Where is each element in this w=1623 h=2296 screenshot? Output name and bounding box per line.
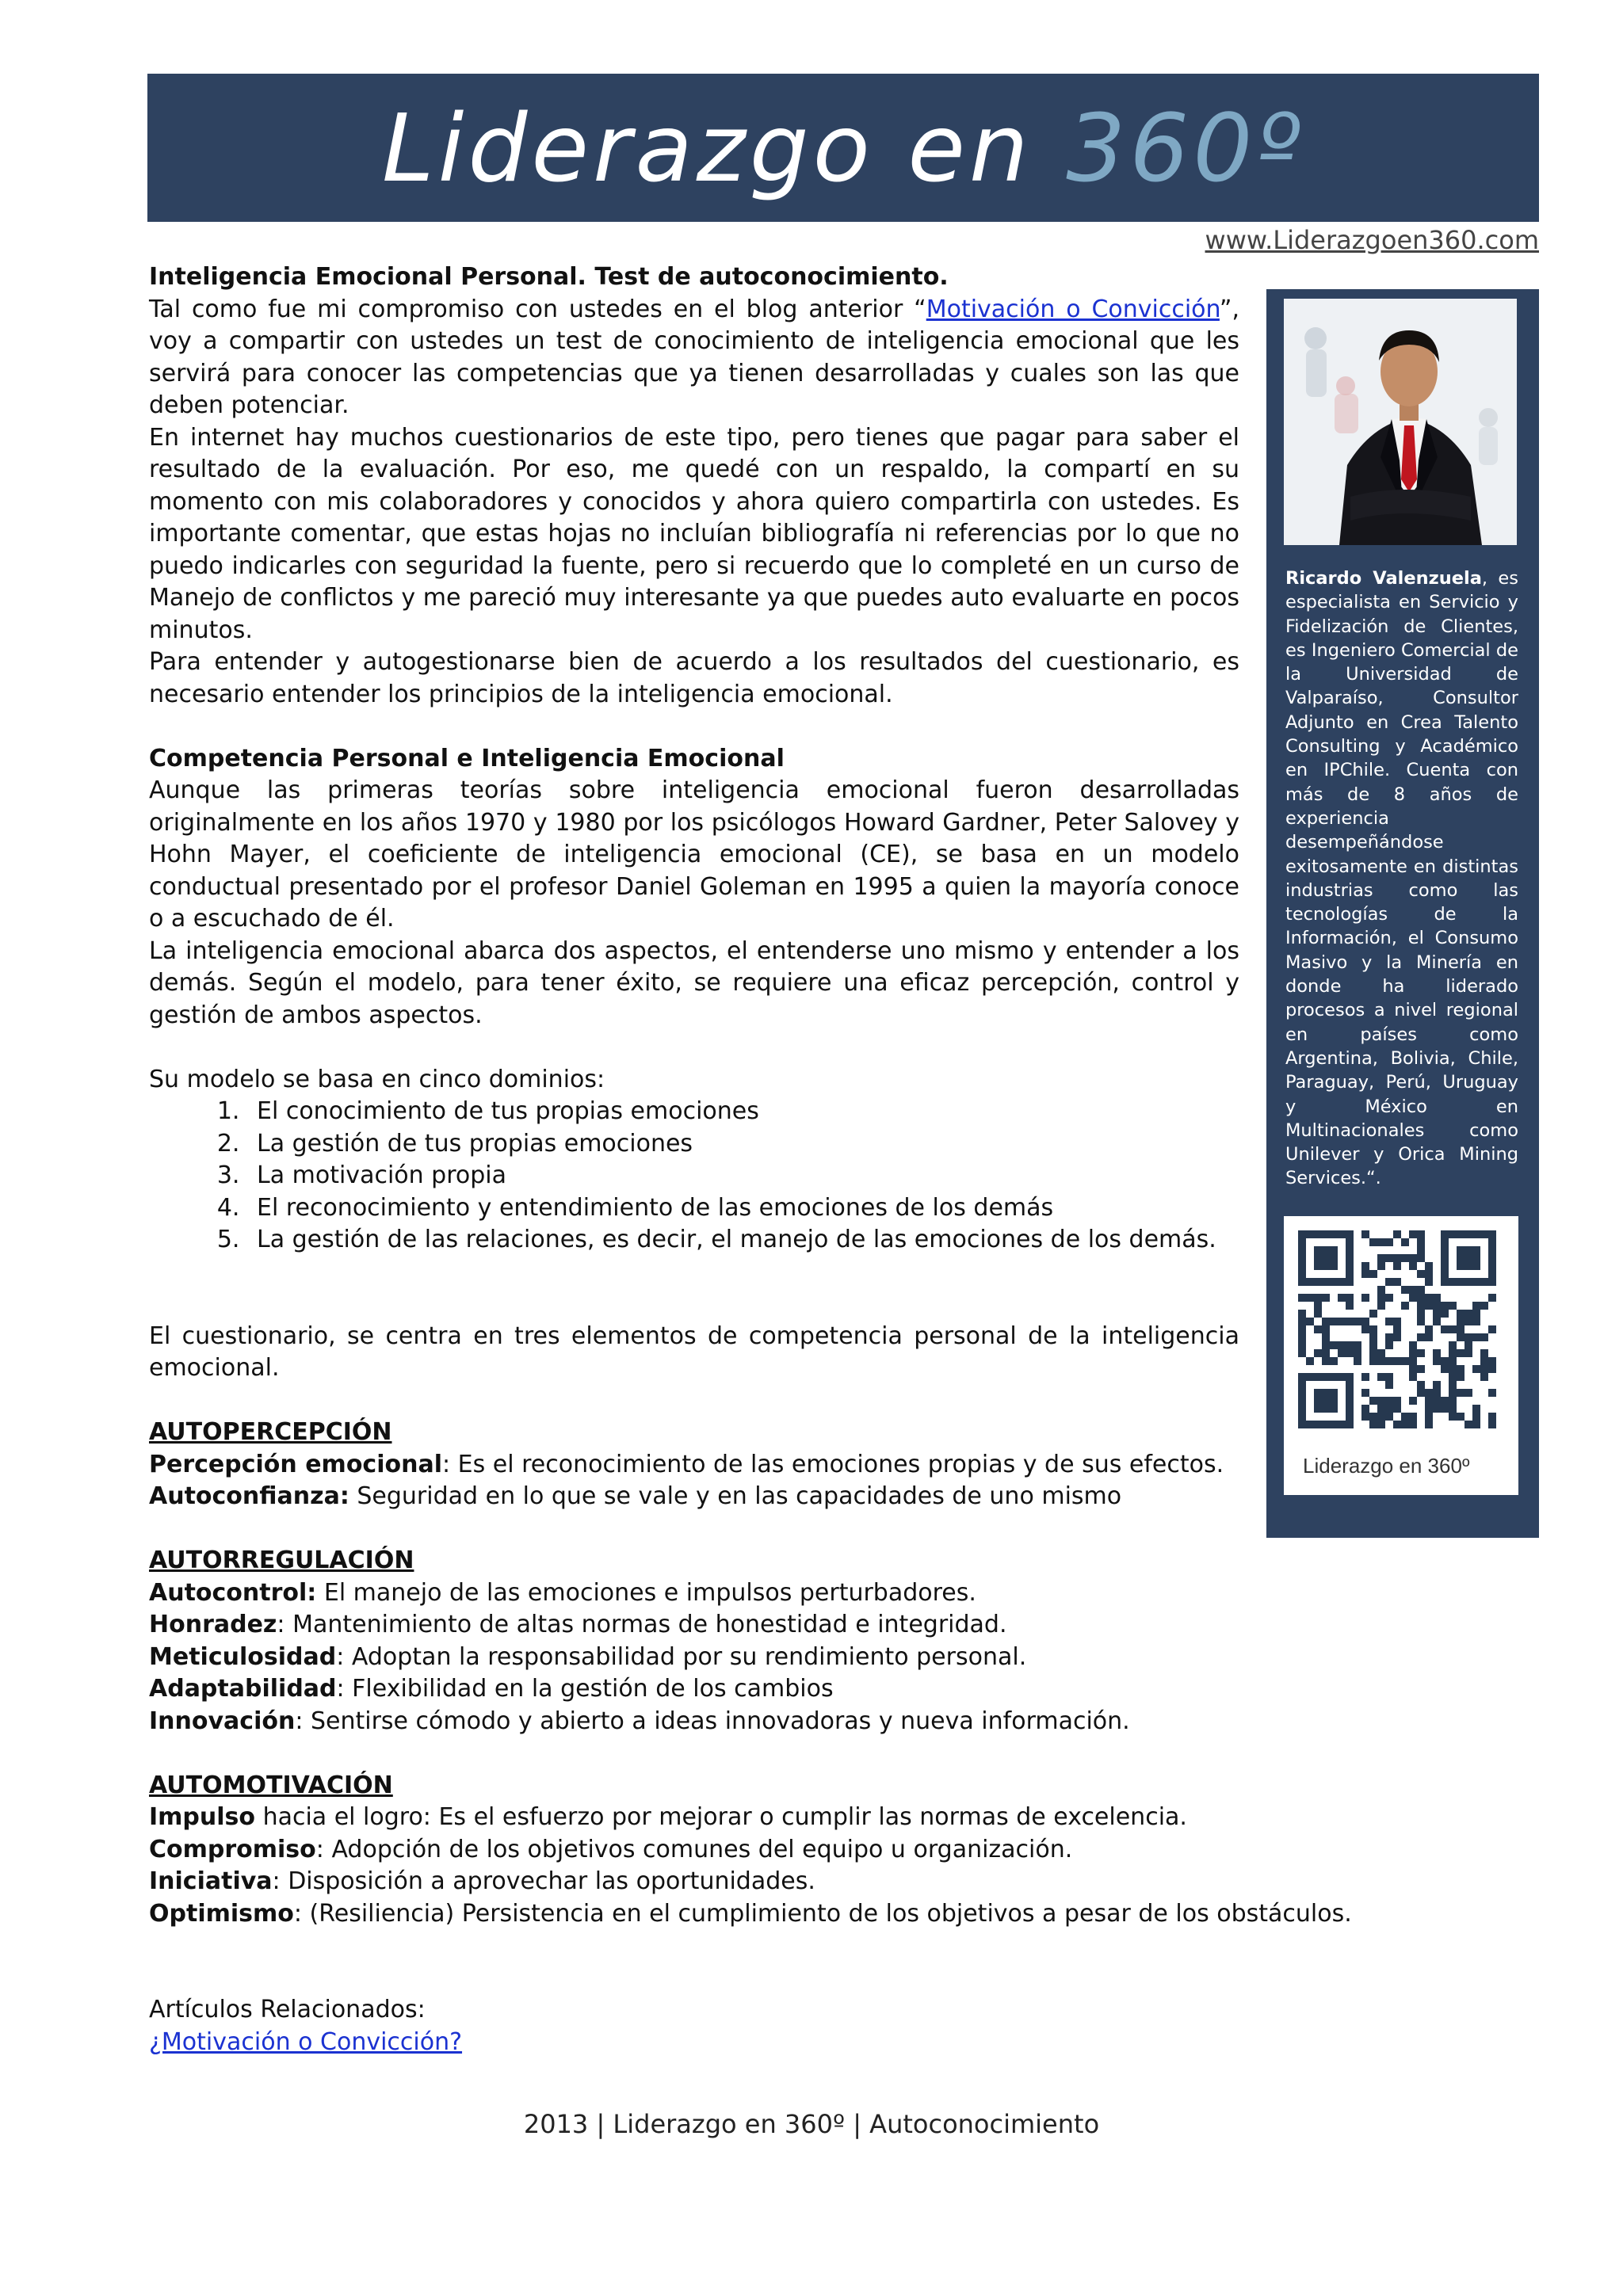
paragraph-4: Aunque las primeras teorías sobre inteligencia emocional fueron desarrolladas originalmente en los años 1970 y 1980 por los psicólogos Howard Gardner, Peter Salovey y Hohn Mayer, el coeficiente de inteligencia emocional (CE), se basa en un modelo conductual presentado por el profesor Daniel Goleman en 1995 a quien la mayoría conoce o a escuchado de él. <box>149 776 1239 933</box>
competence-item: Percepción emocional: Es el reconocimiento de las emociones propias y de sus efectos. <box>149 1450 1224 1478</box>
intro-paragraph <box>149 294 1239 422</box>
list-item: 1. El conocimiento de tus propias emociones <box>247 1096 1239 1128</box>
author-bio-text: , es especialista en Servicio y Fidelización de Clientes, es Ingeniero Comercial de la Universidad de Valparaíso, Consultor Adjunto en Crea Talento Consulting y Académico en IPChile. Cuenta con más de 8 años de experiencia desempeñándose exitosamente en distintas industrias como las tecnologías de la Información, el Consumo Masivo y la Minería en donde ha liderado procesos a nivel regional en países como Argentina, Bolivia, Chile, Paraguay, Perú, Uruguay y México en Multinacionales como Unilever y Orica Mining Services.“. <box>1285 568 1518 1189</box>
paragraph-2: En internet hay muchos cuestionarios de este tipo, pero tienes que pagar para saber el resultado de la evaluación. Por eso, me quedé con un respaldo, la compartí en su momento con mis colaboradores y conocidos y ahora quiero compartirla con ustedes. Es importante comentar, que estas hojas no incluían bibliografía ni referencias por lo que no puedo indicarles con seguridad la fuente, pero si recuerdo que lo completé en un curso de Manejo de conflictos y me pareció muy interesante ya que puedes auto evaluarte en pocos minutos. <box>149 423 1239 644</box>
header-banner <box>147 74 1539 222</box>
page-footer <box>0 2109 1623 2139</box>
author-name: Ricardo Valenzuela <box>1285 568 1482 589</box>
intro-text-end: ”, voy a compartir con ustedes un test de conocimiento de inteligencia emocional que les servirá para conocer las competencias que ya tienen desarrolladas y cuales son las que deben potenciar. <box>149 295 1239 419</box>
qr-caption: Liderazgo en 360º <box>1303 1454 1470 1478</box>
paragraph-6: El cuestionario, se centra en tres elementos de competencia personal de la inteligencia emocional. <box>149 1322 1239 1382</box>
domains-list <box>149 1096 1239 1257</box>
competence-item: Autoconfianza: Seguridad en lo que se vale y en las capacidades de uno mismo <box>149 1482 1122 1510</box>
related-link[interactable]: ¿Motivación o Convicción? <box>149 2027 463 2056</box>
paragraph-5: La inteligencia emocional abarca dos aspectos, el entenderse uno mismo y entender a los demás. Según el modelo, para tener éxito, se requiere una eficaz percepción, control y gestión de ambos aspectos. <box>149 936 1239 1029</box>
site-url-link[interactable]: www.Liderazgoen360.com <box>1205 225 1539 255</box>
heading-autopercepcion: AUTOPERCEPCIÓN <box>149 1418 392 1446</box>
article-body <box>149 261 1352 2058</box>
footer-topic: Autoconocimiento <box>869 2109 1100 2139</box>
author-photo <box>1284 299 1517 545</box>
footer-separator: | <box>853 2109 861 2139</box>
competence-item: Iniciativa: Disposición a aprovechar las oportunidades. <box>149 1867 815 1895</box>
competence-item: Autocontrol: El manejo de las emociones e impulsos perturbadores. <box>149 1578 976 1607</box>
competence-item: Optimismo: (Resiliencia) Persistencia en el cumplimiento de los objetivos a pesar de los obstáculos. <box>149 1899 1352 1928</box>
competence-item: Meticulosidad: Adoptan la responsabilidad por su rendimiento personal. <box>149 1642 1027 1671</box>
qr-code-box[interactable] <box>1284 1216 1518 1495</box>
list-item: 2. La gestión de tus propias emociones <box>247 1128 1239 1161</box>
heading-automotivacion: AUTOMOTIVACIÓN <box>149 1771 393 1799</box>
list-intro: Su modelo se basa en cinco dominios: <box>149 1065 605 1093</box>
paragraph-3: Para entender y autogestionarse bien de acuerdo a los resultados del cuestionario, es necesario entender los principios de la inteligencia emocional. <box>149 648 1239 708</box>
author-sidebar <box>1266 289 1539 1538</box>
site-title <box>382 93 1304 203</box>
section-title: Competencia Personal e Inteligencia Emocional <box>149 744 785 772</box>
site-title-main: Liderazgo en <box>381 93 1067 203</box>
footer-site: Liderazgo en 360º <box>613 2109 846 2139</box>
competence-item: Compromiso: Adopción de los objetivos comunes del equipo u organización. <box>149 1835 1073 1863</box>
author-bio <box>1285 566 1518 1191</box>
list-item: 4. El reconocimiento y entendimiento de las emociones de los demás <box>247 1192 1239 1225</box>
author-photo-illustration <box>1284 299 1517 545</box>
competence-item: Innovación: Sentirse cómodo y abierto a ideas innovadoras y nueva información. <box>149 1707 1130 1735</box>
site-title-accent: 360º <box>1066 93 1305 203</box>
qr-code-icon <box>1298 1230 1504 1436</box>
competence-item: Honradez: Mantenimiento de altas normas de honestidad e integridad. <box>149 1611 1007 1638</box>
competence-item: Adaptabilidad: Flexibilidad en la gestión de los cambios <box>149 1675 834 1703</box>
footer-separator: | <box>596 2109 605 2139</box>
heading-autorregulacion: AUTORREGULACIÓN <box>149 1547 414 1574</box>
article-title: Inteligencia Emocional Personal. Test de autoconocimiento. <box>149 263 949 291</box>
footer-year: 2013 <box>523 2109 589 2139</box>
list-item: 5. La gestión de las relaciones, es decir, el manejo de las emociones de los demás. <box>247 1224 1239 1257</box>
intro-link[interactable]: Motivación o Convicción <box>926 295 1220 323</box>
competence-item: Impulso hacia el logro: Es el esfuerzo por mejorar o cumplir las normas de excelencia. <box>149 1803 1187 1831</box>
list-item: 3. La motivación propia <box>247 1160 1239 1192</box>
intro-text: Tal como fue mi compromiso con ustedes en el blog anterior “ <box>149 295 926 323</box>
related-label: Artículos Relacionados: <box>149 1996 426 2023</box>
